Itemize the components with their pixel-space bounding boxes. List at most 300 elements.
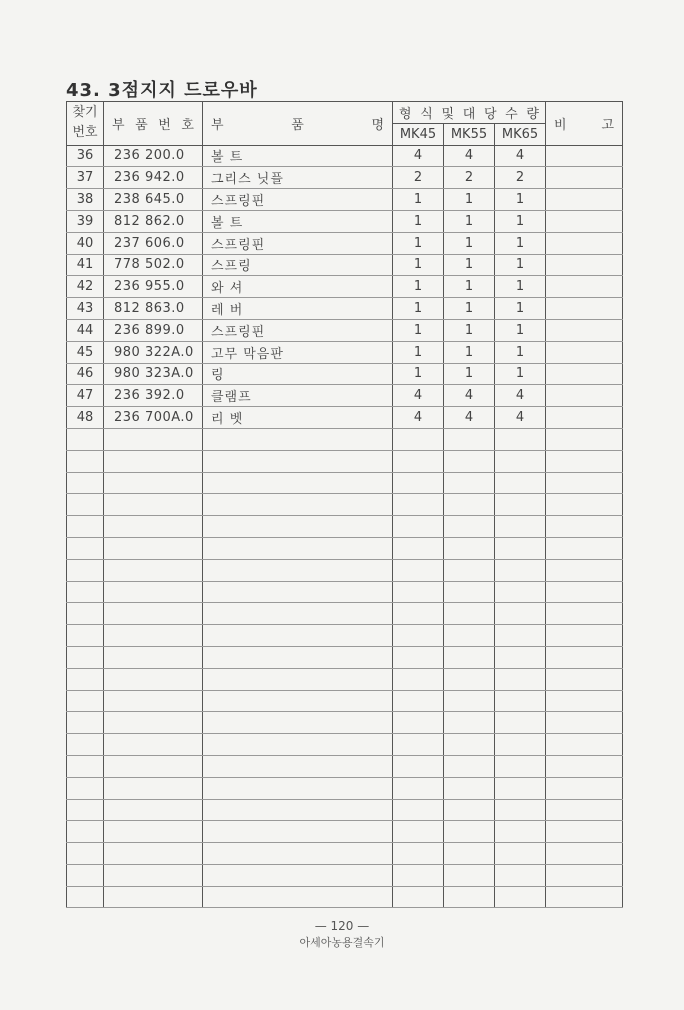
header-remarks-char: 비 bbox=[554, 117, 567, 133]
table-row-empty bbox=[67, 625, 623, 647]
cell-qty-mk55 bbox=[444, 668, 495, 690]
cell-qty-mk55 bbox=[444, 428, 495, 450]
cell-qty-mk45 bbox=[393, 646, 444, 668]
cell-qty-mk55: 1 bbox=[444, 341, 495, 363]
table-row-empty bbox=[67, 537, 623, 559]
cell-qty-mk65: 4 bbox=[495, 145, 546, 167]
cell-remarks bbox=[546, 298, 623, 320]
cell-part-name bbox=[203, 581, 393, 603]
cell-find-number bbox=[67, 712, 104, 734]
cell-find-number: 44 bbox=[67, 319, 104, 341]
cell-qty-mk45 bbox=[393, 821, 444, 843]
cell-part-name bbox=[203, 450, 393, 472]
cell-qty-mk45 bbox=[393, 603, 444, 625]
cell-find-number: 42 bbox=[67, 276, 104, 298]
cell-qty-mk65 bbox=[495, 603, 546, 625]
cell-qty-mk55 bbox=[444, 559, 495, 581]
cell-qty-mk55: 1 bbox=[444, 276, 495, 298]
table-row bbox=[67, 167, 623, 189]
cell-remarks bbox=[546, 734, 623, 756]
table-row-empty bbox=[67, 428, 623, 450]
header-quantity-char: 형 bbox=[399, 106, 412, 122]
cell-part-name bbox=[203, 603, 393, 625]
cell-find-number bbox=[67, 690, 104, 712]
cell-part-number: 812 862.0 bbox=[104, 210, 203, 232]
cell-part-name bbox=[203, 537, 393, 559]
cell-qty-mk55: 4 bbox=[444, 385, 495, 407]
cell-part-name: 클램프 bbox=[203, 385, 393, 407]
company-name: 아세아농용결속기 bbox=[299, 936, 385, 949]
cell-remarks bbox=[546, 581, 623, 603]
table-row bbox=[67, 276, 623, 298]
table-row-empty bbox=[67, 690, 623, 712]
cell-remarks bbox=[546, 864, 623, 886]
cell-qty-mk55 bbox=[444, 646, 495, 668]
cell-part-number: 237 606.0 bbox=[104, 232, 203, 254]
cell-find-number bbox=[67, 668, 104, 690]
table-row bbox=[67, 363, 623, 385]
table-row-empty bbox=[67, 734, 623, 756]
table-row-empty bbox=[67, 450, 623, 472]
cell-part-name bbox=[203, 886, 393, 908]
cell-qty-mk65 bbox=[495, 777, 546, 799]
cell-qty-mk55 bbox=[444, 777, 495, 799]
cell-qty-mk65 bbox=[495, 625, 546, 647]
cell-find-number: 45 bbox=[67, 341, 104, 363]
cell-qty-mk55: 2 bbox=[444, 167, 495, 189]
cell-part-name bbox=[203, 472, 393, 494]
cell-find-number: 41 bbox=[67, 254, 104, 276]
cell-qty-mk65 bbox=[495, 712, 546, 734]
cell-part-name: 스프링핀 bbox=[203, 232, 393, 254]
header-quantity-char: 량 bbox=[526, 106, 539, 122]
cell-remarks bbox=[546, 799, 623, 821]
cell-find-number: 47 bbox=[67, 385, 104, 407]
header-part-number-char: 품 bbox=[135, 117, 148, 133]
cell-remarks bbox=[546, 537, 623, 559]
cell-qty-mk65 bbox=[495, 864, 546, 886]
cell-part-number bbox=[104, 516, 203, 538]
cell-qty-mk55: 1 bbox=[444, 298, 495, 320]
cell-part-number bbox=[104, 821, 203, 843]
cell-qty-mk65 bbox=[495, 843, 546, 865]
table-row bbox=[67, 319, 623, 341]
table-row-empty bbox=[67, 516, 623, 538]
table-body bbox=[67, 145, 623, 908]
table-row bbox=[67, 407, 623, 429]
table-row-empty bbox=[67, 886, 623, 908]
cell-part-name bbox=[203, 625, 393, 647]
cell-qty-mk45 bbox=[393, 690, 444, 712]
cell-part-number: 238 645.0 bbox=[104, 189, 203, 211]
cell-qty-mk45: 4 bbox=[393, 385, 444, 407]
cell-qty-mk65 bbox=[495, 559, 546, 581]
table-row-empty bbox=[67, 755, 623, 777]
cell-find-number bbox=[67, 821, 104, 843]
cell-find-number bbox=[67, 625, 104, 647]
cell-qty-mk45 bbox=[393, 625, 444, 647]
cell-qty-mk65 bbox=[495, 581, 546, 603]
cell-qty-mk65 bbox=[495, 428, 546, 450]
cell-qty-mk65 bbox=[495, 537, 546, 559]
table-row-empty bbox=[67, 603, 623, 625]
table-row-empty bbox=[67, 843, 623, 865]
header-find-number: 찾기 번호 bbox=[67, 102, 104, 146]
cell-qty-mk65: 4 bbox=[495, 385, 546, 407]
cell-part-number bbox=[104, 603, 203, 625]
cell-qty-mk65 bbox=[495, 690, 546, 712]
cell-qty-mk65: 1 bbox=[495, 232, 546, 254]
cell-part-name: 스프링핀 bbox=[203, 319, 393, 341]
cell-qty-mk65 bbox=[495, 734, 546, 756]
cell-qty-mk45: 1 bbox=[393, 341, 444, 363]
cell-qty-mk65 bbox=[495, 799, 546, 821]
cell-part-name: 스프링 bbox=[203, 254, 393, 276]
header-quantity-group bbox=[393, 102, 546, 124]
cell-part-number: 236 700A.0 bbox=[104, 407, 203, 429]
cell-part-name: 볼 트 bbox=[203, 145, 393, 167]
cell-qty-mk55: 1 bbox=[444, 363, 495, 385]
header-quantity-char: 대 bbox=[462, 106, 476, 122]
cell-part-name bbox=[203, 821, 393, 843]
cell-part-number bbox=[104, 755, 203, 777]
cell-part-name: 링 bbox=[203, 363, 393, 385]
cell-qty-mk55 bbox=[444, 690, 495, 712]
cell-qty-mk55 bbox=[444, 843, 495, 865]
cell-part-name bbox=[203, 516, 393, 538]
table-row-empty bbox=[67, 494, 623, 516]
cell-find-number bbox=[67, 646, 104, 668]
cell-remarks bbox=[546, 559, 623, 581]
cell-qty-mk55: 1 bbox=[444, 319, 495, 341]
cell-find-number: 38 bbox=[67, 189, 104, 211]
table-row-empty bbox=[67, 472, 623, 494]
cell-part-number: 236 392.0 bbox=[104, 385, 203, 407]
cell-part-number: 236 942.0 bbox=[104, 167, 203, 189]
cell-part-name bbox=[203, 712, 393, 734]
cell-part-name bbox=[203, 777, 393, 799]
cell-part-number bbox=[104, 690, 203, 712]
cell-remarks bbox=[546, 210, 623, 232]
cell-find-number bbox=[67, 494, 104, 516]
cell-find-number bbox=[67, 581, 104, 603]
cell-qty-mk45 bbox=[393, 537, 444, 559]
cell-part-number bbox=[104, 864, 203, 886]
cell-qty-mk55: 4 bbox=[444, 145, 495, 167]
table-row-empty bbox=[67, 864, 623, 886]
header-quantity-char: 및 bbox=[441, 106, 455, 122]
cell-find-number: 46 bbox=[67, 363, 104, 385]
cell-remarks bbox=[546, 886, 623, 908]
header-part-number-char: 부 bbox=[112, 117, 125, 133]
cell-find-number bbox=[67, 886, 104, 908]
cell-part-name bbox=[203, 690, 393, 712]
table-row-empty bbox=[67, 777, 623, 799]
cell-remarks bbox=[546, 407, 623, 429]
cell-part-name: 볼 트 bbox=[203, 210, 393, 232]
cell-find-number bbox=[67, 799, 104, 821]
cell-part-number: 236 200.0 bbox=[104, 145, 203, 167]
cell-part-number bbox=[104, 777, 203, 799]
parts-table bbox=[66, 101, 623, 908]
cell-part-number bbox=[104, 472, 203, 494]
cell-qty-mk45: 1 bbox=[393, 298, 444, 320]
cell-qty-mk45: 1 bbox=[393, 254, 444, 276]
cell-remarks bbox=[546, 450, 623, 472]
cell-remarks bbox=[546, 494, 623, 516]
table-row-empty bbox=[67, 668, 623, 690]
cell-part-number bbox=[104, 886, 203, 908]
cell-find-number bbox=[67, 537, 104, 559]
cell-qty-mk65 bbox=[495, 450, 546, 472]
cell-part-number: 980 322A.0 bbox=[104, 341, 203, 363]
cell-remarks bbox=[546, 516, 623, 538]
cell-part-name bbox=[203, 668, 393, 690]
cell-qty-mk45 bbox=[393, 581, 444, 603]
cell-part-name: 그리스 닛플 bbox=[203, 167, 393, 189]
cell-find-number bbox=[67, 428, 104, 450]
cell-find-number bbox=[67, 777, 104, 799]
cell-qty-mk45 bbox=[393, 799, 444, 821]
cell-qty-mk65: 2 bbox=[495, 167, 546, 189]
cell-find-number bbox=[67, 516, 104, 538]
cell-remarks bbox=[546, 821, 623, 843]
cell-part-number bbox=[104, 799, 203, 821]
cell-qty-mk55: 1 bbox=[444, 189, 495, 211]
header-part-name-char: 명 bbox=[371, 117, 384, 133]
cell-qty-mk45 bbox=[393, 559, 444, 581]
table-row bbox=[67, 232, 623, 254]
cell-remarks bbox=[546, 254, 623, 276]
cell-part-name: 레 버 bbox=[203, 298, 393, 320]
header-part-name-char: 부 bbox=[211, 117, 224, 133]
cell-qty-mk55 bbox=[444, 864, 495, 886]
table-row-empty bbox=[67, 799, 623, 821]
cell-qty-mk45: 1 bbox=[393, 363, 444, 385]
cell-find-number: 39 bbox=[67, 210, 104, 232]
cell-remarks bbox=[546, 690, 623, 712]
cell-qty-mk45: 1 bbox=[393, 189, 444, 211]
cell-find-number bbox=[67, 755, 104, 777]
cell-part-number bbox=[104, 537, 203, 559]
table-row bbox=[67, 341, 623, 363]
cell-part-number bbox=[104, 625, 203, 647]
cell-remarks bbox=[546, 167, 623, 189]
table-row bbox=[67, 189, 623, 211]
cell-qty-mk65 bbox=[495, 755, 546, 777]
cell-remarks bbox=[546, 625, 623, 647]
cell-part-name bbox=[203, 799, 393, 821]
cell-part-number: 778 502.0 bbox=[104, 254, 203, 276]
cell-qty-mk65: 1 bbox=[495, 363, 546, 385]
cell-find-number bbox=[67, 734, 104, 756]
cell-remarks bbox=[546, 145, 623, 167]
header-model-mk65: MK65 bbox=[495, 123, 546, 145]
cell-qty-mk65: 1 bbox=[495, 276, 546, 298]
cell-part-number: 236 899.0 bbox=[104, 319, 203, 341]
table-row bbox=[67, 210, 623, 232]
cell-qty-mk45: 1 bbox=[393, 319, 444, 341]
cell-qty-mk65 bbox=[495, 472, 546, 494]
cell-remarks bbox=[546, 428, 623, 450]
cell-qty-mk45 bbox=[393, 864, 444, 886]
header-part-number-char: 번 bbox=[158, 117, 171, 133]
cell-find-number bbox=[67, 450, 104, 472]
cell-part-number bbox=[104, 581, 203, 603]
cell-find-number: 40 bbox=[67, 232, 104, 254]
cell-qty-mk55 bbox=[444, 886, 495, 908]
cell-part-name: 스프링핀 bbox=[203, 189, 393, 211]
cell-remarks bbox=[546, 712, 623, 734]
header-remarks bbox=[546, 102, 623, 146]
cell-part-name bbox=[203, 646, 393, 668]
cell-part-number bbox=[104, 843, 203, 865]
cell-qty-mk65: 1 bbox=[495, 341, 546, 363]
cell-qty-mk65 bbox=[495, 646, 546, 668]
header-part-name-char: 품 bbox=[291, 117, 304, 133]
cell-qty-mk55 bbox=[444, 603, 495, 625]
cell-find-number: 37 bbox=[67, 167, 104, 189]
header-part-number-char: 호 bbox=[181, 117, 194, 133]
cell-remarks bbox=[546, 646, 623, 668]
cell-qty-mk45: 1 bbox=[393, 276, 444, 298]
table-row bbox=[67, 254, 623, 276]
header-quantity-char: 당 bbox=[483, 106, 497, 122]
cell-qty-mk55 bbox=[444, 625, 495, 647]
cell-part-number: 236 955.0 bbox=[104, 276, 203, 298]
cell-part-name: 고무 막음판 bbox=[203, 341, 393, 363]
cell-part-name: 와 셔 bbox=[203, 276, 393, 298]
cell-qty-mk65 bbox=[495, 668, 546, 690]
cell-part-name bbox=[203, 559, 393, 581]
header-model-mk45: MK45 bbox=[393, 123, 444, 145]
table-row bbox=[67, 145, 623, 167]
cell-remarks bbox=[546, 668, 623, 690]
cell-part-number bbox=[104, 428, 203, 450]
cell-remarks bbox=[546, 603, 623, 625]
cell-remarks bbox=[546, 232, 623, 254]
cell-qty-mk55 bbox=[444, 516, 495, 538]
cell-part-number: 980 323A.0 bbox=[104, 363, 203, 385]
cell-qty-mk45 bbox=[393, 668, 444, 690]
cell-qty-mk45 bbox=[393, 494, 444, 516]
table-row-empty bbox=[67, 559, 623, 581]
cell-part-number: 812 863.0 bbox=[104, 298, 203, 320]
cell-find-number: 36 bbox=[67, 145, 104, 167]
cell-qty-mk45: 4 bbox=[393, 407, 444, 429]
cell-qty-mk45: 1 bbox=[393, 210, 444, 232]
cell-qty-mk65: 1 bbox=[495, 189, 546, 211]
header-quantity-char: 수 bbox=[505, 106, 518, 122]
cell-qty-mk55: 4 bbox=[444, 407, 495, 429]
header-quantity-char: 식 bbox=[420, 106, 433, 122]
cell-find-number bbox=[67, 559, 104, 581]
cell-remarks bbox=[546, 777, 623, 799]
cell-find-number bbox=[67, 843, 104, 865]
cell-qty-mk65: 1 bbox=[495, 319, 546, 341]
cell-qty-mk45 bbox=[393, 450, 444, 472]
header-remarks-char: 고 bbox=[601, 117, 615, 133]
cell-part-name bbox=[203, 843, 393, 865]
table-row-empty bbox=[67, 821, 623, 843]
cell-qty-mk65: 1 bbox=[495, 210, 546, 232]
cell-remarks bbox=[546, 189, 623, 211]
cell-remarks bbox=[546, 385, 623, 407]
cell-part-name: 리 벳 bbox=[203, 407, 393, 429]
cell-part-number bbox=[104, 712, 203, 734]
cell-qty-mk45 bbox=[393, 777, 444, 799]
cell-qty-mk45 bbox=[393, 843, 444, 865]
cell-qty-mk45 bbox=[393, 734, 444, 756]
cell-remarks bbox=[546, 341, 623, 363]
cell-qty-mk65 bbox=[495, 494, 546, 516]
cell-qty-mk55 bbox=[444, 755, 495, 777]
cell-remarks bbox=[546, 319, 623, 341]
table-row bbox=[67, 298, 623, 320]
cell-remarks bbox=[546, 363, 623, 385]
cell-remarks bbox=[546, 472, 623, 494]
cell-part-name bbox=[203, 864, 393, 886]
cell-part-number bbox=[104, 646, 203, 668]
cell-find-number bbox=[67, 472, 104, 494]
cell-remarks bbox=[546, 276, 623, 298]
cell-qty-mk55 bbox=[444, 734, 495, 756]
table-row-empty bbox=[67, 712, 623, 734]
cell-qty-mk65: 1 bbox=[495, 254, 546, 276]
cell-qty-mk45 bbox=[393, 886, 444, 908]
cell-qty-mk55 bbox=[444, 581, 495, 603]
cell-qty-mk55: 1 bbox=[444, 210, 495, 232]
cell-part-name bbox=[203, 494, 393, 516]
cell-find-number bbox=[67, 603, 104, 625]
cell-qty-mk45 bbox=[393, 755, 444, 777]
table-header bbox=[67, 102, 623, 146]
cell-qty-mk45: 4 bbox=[393, 145, 444, 167]
cell-qty-mk55 bbox=[444, 821, 495, 843]
cell-part-name bbox=[203, 428, 393, 450]
cell-qty-mk45 bbox=[393, 712, 444, 734]
table-row-empty bbox=[67, 581, 623, 603]
cell-qty-mk65: 1 bbox=[495, 298, 546, 320]
cell-qty-mk55: 1 bbox=[444, 232, 495, 254]
cell-part-number bbox=[104, 559, 203, 581]
cell-remarks bbox=[546, 843, 623, 865]
page-number: — 120 — bbox=[314, 919, 370, 933]
cell-qty-mk55 bbox=[444, 472, 495, 494]
cell-qty-mk65 bbox=[495, 821, 546, 843]
cell-qty-mk55 bbox=[444, 799, 495, 821]
table-row bbox=[67, 385, 623, 407]
header-part-name bbox=[203, 102, 393, 146]
cell-remarks bbox=[546, 755, 623, 777]
cell-part-number bbox=[104, 668, 203, 690]
cell-qty-mk55 bbox=[444, 537, 495, 559]
header-model-mk55: MK55 bbox=[444, 123, 495, 145]
cell-part-number bbox=[104, 494, 203, 516]
cell-qty-mk55: 1 bbox=[444, 254, 495, 276]
cell-find-number bbox=[67, 864, 104, 886]
cell-qty-mk45 bbox=[393, 472, 444, 494]
cell-qty-mk55 bbox=[444, 494, 495, 516]
cell-qty-mk65: 4 bbox=[495, 407, 546, 429]
cell-qty-mk45: 2 bbox=[393, 167, 444, 189]
cell-find-number: 43 bbox=[67, 298, 104, 320]
cell-qty-mk45 bbox=[393, 516, 444, 538]
cell-find-number: 48 bbox=[67, 407, 104, 429]
header-part-number bbox=[104, 102, 203, 146]
cell-qty-mk55 bbox=[444, 712, 495, 734]
cell-part-number bbox=[104, 450, 203, 472]
